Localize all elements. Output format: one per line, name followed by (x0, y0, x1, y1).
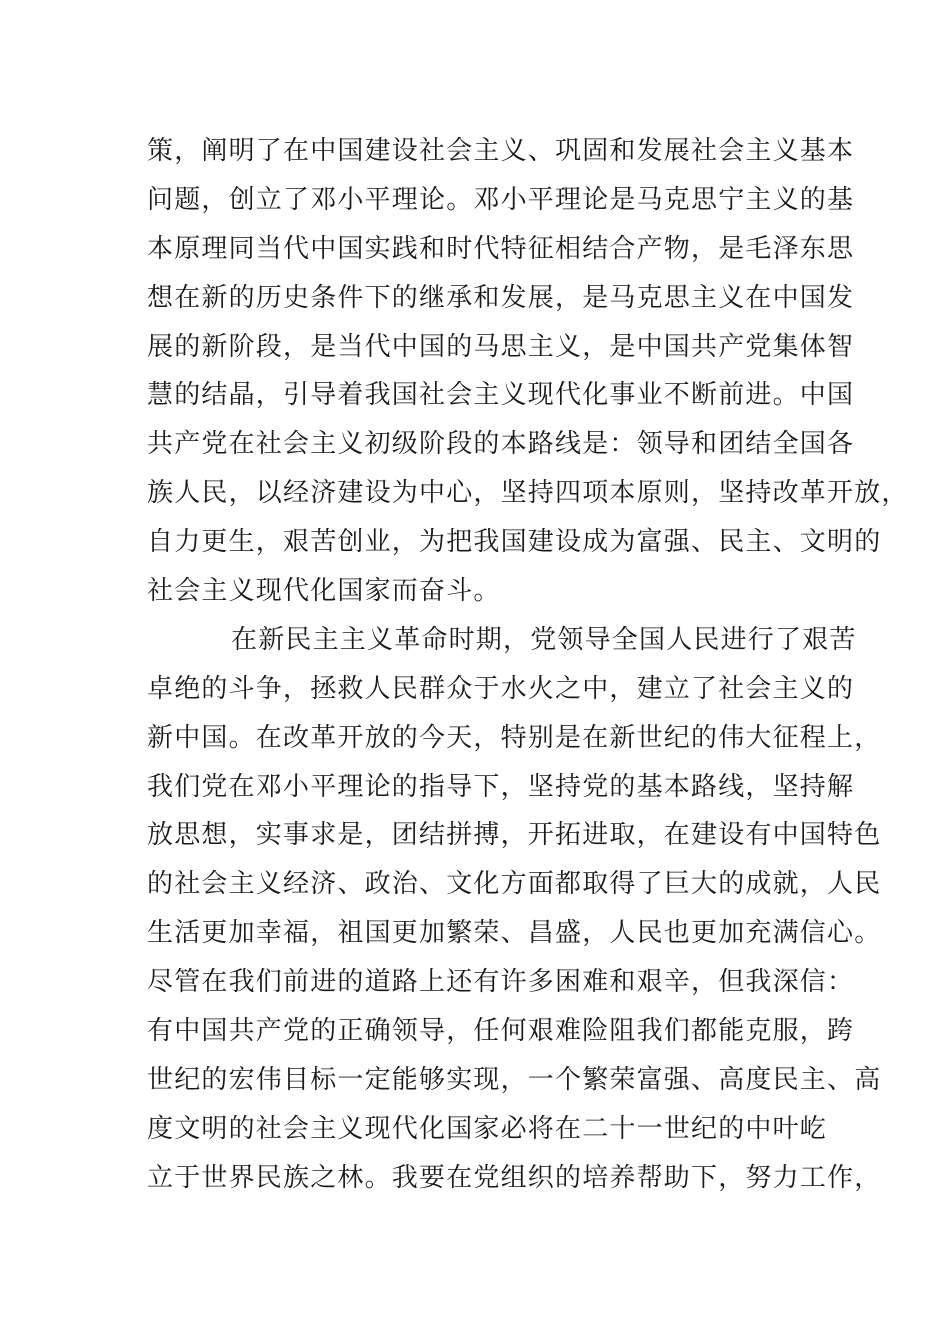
text-line: 共产党在社会主义初级阶段的本路线是：领导和团结全国各 (147, 429, 855, 460)
text-line: 问题，创立了邓小平理论。邓小平理论是马克思宁主义的基 (147, 184, 855, 215)
text-line: 卓绝的斗争，拯救人民群众于水火之中，建立了社会主义的 (147, 673, 855, 704)
document-body (147, 127, 909, 1203)
paragraph-first-line: 在新民主主义革命时期，党领导全国人民进行了艰苦 (231, 624, 857, 655)
text-line: 尽管在我们前进的道路上还有许多困难和艰辛，但我深信： (147, 967, 855, 998)
text-line: 立于世界民族之林。我要在党组织的培养帮助下，努力工作， (147, 1162, 882, 1193)
text-line: 生活更加幸福，祖国更加繁荣、昌盛，人民也更加充满信心。 (147, 918, 882, 949)
text-line: 新中国。在改革开放的今天，特别是在新世纪的伟大征程上， (147, 722, 882, 753)
text-line: 我们党在邓小平理论的指导下，坚持党的基本路线，坚持解 (147, 771, 855, 802)
text-line: 族人民，以经济建设为中心，坚持四项本原则，坚持改革开放， (147, 478, 909, 509)
text-line: 度文明的社会主义现代化国家必将在二十一世纪的中叶屹 (147, 1113, 828, 1144)
text-line: 放思想，实事求是，团结拼搏，开拓进取，在建设有中国特色 (147, 820, 882, 851)
text-line: 想在新的历史条件下的继承和发展，是马克思主义在中国发 (147, 282, 855, 313)
text-line: 的社会主义经济、政治、文化方面都取得了巨大的成就，人民 (147, 869, 882, 900)
text-line: 展的新阶段，是当代中国的马思主义，是中国共产党集体智 (147, 331, 855, 362)
text-line: 世纪的宏伟目标一定能够实现，一个繁荣富强、高度民主、高 (147, 1064, 882, 1095)
text-line: 自力更生，艰苦创业，为把我国建设成为富强、民主、文明的 (147, 527, 882, 558)
text-line: 慧的结晶，引导着我国社会主义现代化事业不断前进。中国 (147, 380, 855, 411)
text-line: 策，阐明了在中国建设社会主义、巩固和发展社会主义基本 (147, 136, 855, 166)
text-line: 有中国共产党的正确领导，任何艰难险阻我们都能克服，跨 (147, 1016, 855, 1047)
text-line: 本原理同当代中国实践和时代特征相结合产物，是毛泽东思 (147, 233, 855, 264)
text-line: 社会主义现代化国家而奋斗。 (147, 576, 501, 607)
